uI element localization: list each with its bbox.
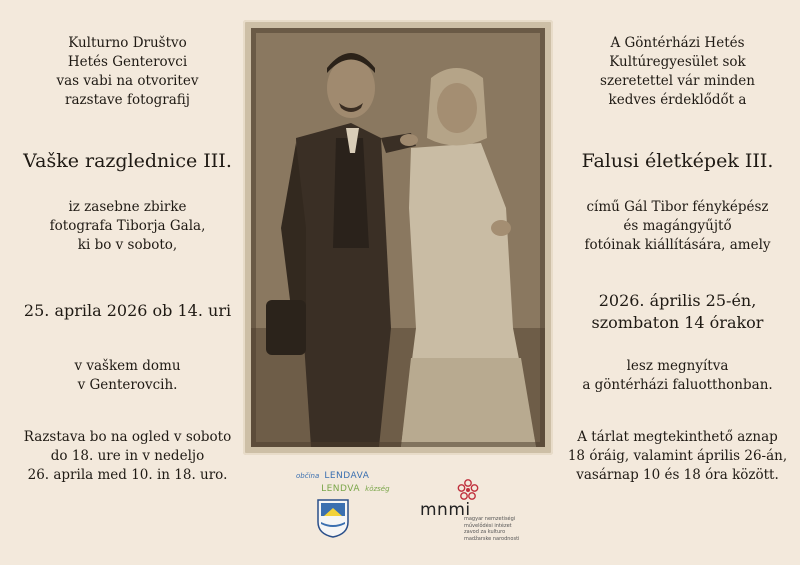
- lendava-coat-of-arms-icon: [316, 498, 350, 538]
- mnmi-description-line: művelődési intézet: [464, 522, 512, 529]
- right-place-line: a göntérházi faluotthonban.: [582, 377, 773, 393]
- mnmi-wordmark: mnmi: [420, 500, 471, 520]
- right-intro-line: kedves érdeklődőt a: [608, 92, 747, 108]
- right-source-line: és magángyűjtő: [623, 218, 732, 234]
- lendava-logo: [296, 468, 396, 546]
- right-intro-line: szeretettel vár minden: [600, 73, 755, 89]
- left-source-line: fotografa Tiborja Gala,: [49, 218, 206, 234]
- right-source: [555, 198, 800, 255]
- mnmi-logo: [420, 478, 540, 548]
- left-date: 25. aprila 2026 ob 14. uri: [23, 301, 232, 320]
- right-column: [555, 0, 800, 565]
- right-source-line: fotóinak kiállítására, amely: [584, 237, 771, 253]
- left-hours-line: 26. aprila med 10. in 18. uro.: [27, 467, 228, 483]
- right-intro: [555, 34, 800, 110]
- couple-portrait-image: [251, 28, 545, 447]
- flower-icon: [456, 478, 480, 502]
- lendava-prefix: občina: [296, 472, 320, 480]
- right-place-line: lesz megnyítva: [626, 358, 729, 374]
- photo-image: [251, 28, 545, 447]
- lendava-suffix: község: [365, 485, 390, 493]
- left-intro-line: Hetés Genterovci: [67, 54, 188, 70]
- left-hours-line: do 18. ure in v nedeljo: [50, 448, 205, 464]
- left-hours: [0, 428, 255, 485]
- left-place-line: v vaškem domu: [74, 358, 181, 374]
- lendava-name-2: LENDVA: [321, 484, 361, 494]
- right-date: [555, 290, 800, 334]
- mnmi-description-line: madžarske narodnosti: [464, 535, 520, 542]
- left-intro: [0, 34, 255, 110]
- right-hours-line: A tárlat megtekinthető aznap: [577, 429, 778, 445]
- right-intro-line: A Göntérházi Hetés: [610, 35, 745, 51]
- mnmi-description-line: zavod za kulturo: [464, 529, 506, 535]
- mnmi-description: [464, 516, 519, 542]
- left-intro-line: Kulturno Društvo: [68, 35, 187, 51]
- left-hours-line: Razstava bo na ogled v soboto: [23, 429, 232, 445]
- mnmi-description-line: magyar nemzetiségi: [464, 516, 516, 522]
- left-intro-line: razstave fotografij: [65, 92, 190, 108]
- left-column: [0, 0, 255, 565]
- right-intro-line: Kultúregyesület sok: [609, 54, 746, 70]
- right-hours-line: 18 óráig, valamint április 26-án,: [567, 448, 788, 464]
- left-title: Vaške razglednice III.: [23, 150, 232, 172]
- lendava-wordmark: [296, 468, 396, 494]
- right-hours: [555, 428, 800, 485]
- right-place: [555, 357, 800, 395]
- left-source-line: iz zasebne zbirke: [68, 199, 187, 215]
- vintage-photo: [243, 20, 553, 455]
- left-place: [0, 357, 255, 395]
- right-hours-line: vasárnap 10 és 18 óra között.: [576, 467, 779, 483]
- right-source-line: című Gál Tibor fényképész: [586, 199, 769, 215]
- lendava-name-1: LENDAVA: [324, 471, 370, 481]
- left-source: [0, 198, 255, 255]
- left-intro-line: vas vabi na otvoritev: [56, 73, 199, 89]
- right-date-line: 2026. április 25-én,: [598, 291, 757, 310]
- right-title: Falusi életképek III.: [581, 150, 774, 172]
- right-date-line: szombaton 14 órakor: [591, 313, 764, 332]
- left-place-line: v Genterovcih.: [77, 377, 178, 393]
- left-source-line: ki bo v soboto,: [77, 237, 178, 253]
